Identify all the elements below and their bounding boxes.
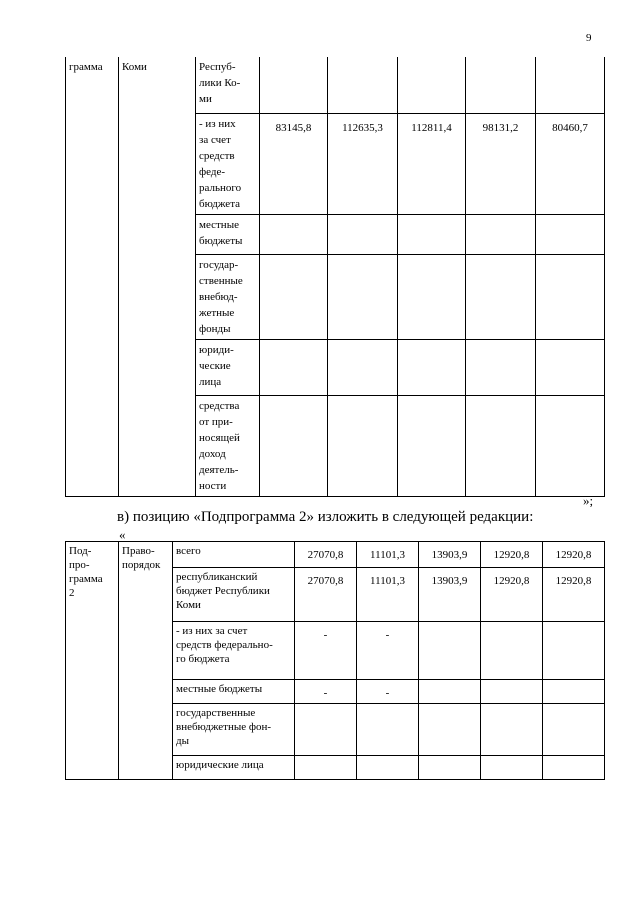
funding-source-label: государственные внебюджетные фон- ды xyxy=(173,704,295,756)
value-cell xyxy=(295,704,357,756)
amendment-instruction: в) позицию «Подпрограмма 2» изложить в следующей редакции: xyxy=(117,509,534,525)
value-cell xyxy=(328,395,398,496)
value-cell xyxy=(357,756,419,780)
value-cell xyxy=(543,704,605,756)
value-cell: 12920,8 xyxy=(543,542,605,568)
value-cell xyxy=(328,339,398,395)
funding-source-label: государ- ственные внебюд- жетные фонды xyxy=(196,254,260,339)
value-cell xyxy=(543,622,605,680)
value-cell xyxy=(260,57,328,113)
value-cell xyxy=(536,395,605,496)
value-cell: 112811,4 xyxy=(398,113,466,214)
value-cell: 13903,9 xyxy=(419,542,481,568)
value-cell xyxy=(295,756,357,780)
value-cell xyxy=(543,680,605,704)
program-name-cell: Под- про- грамма 2 xyxy=(66,542,119,780)
value-cell xyxy=(481,756,543,780)
funding-table-continued xyxy=(65,57,605,497)
value-cell: 98131,2 xyxy=(466,113,536,214)
value-cell xyxy=(398,339,466,395)
value-cell: 83145,8 xyxy=(260,113,328,214)
value-cell xyxy=(419,622,481,680)
value-cell xyxy=(466,57,536,113)
value-cell: 12920,8 xyxy=(481,568,543,622)
value-cell: - xyxy=(357,680,419,704)
value-cell xyxy=(398,57,466,113)
value-cell xyxy=(536,339,605,395)
executor-cell: Коми xyxy=(119,57,196,496)
value-cell: 80460,7 xyxy=(536,113,605,214)
value-cell xyxy=(536,254,605,339)
value-cell: - xyxy=(357,622,419,680)
closing-quote: »; xyxy=(583,493,594,508)
value-cell xyxy=(466,214,536,254)
funding-source-label: юридические лица xyxy=(173,756,295,780)
funding-source-label: местные бюджеты xyxy=(196,214,260,254)
value-cell xyxy=(260,339,328,395)
value-cell xyxy=(481,622,543,680)
value-cell: 27070,8 xyxy=(295,568,357,622)
value-cell xyxy=(357,704,419,756)
value-cell xyxy=(260,254,328,339)
value-cell xyxy=(398,254,466,339)
value-cell xyxy=(536,214,605,254)
value-cell: 13903,9 xyxy=(419,568,481,622)
funding-source-label: республиканский бюджет Республики Коми xyxy=(173,568,295,622)
value-cell xyxy=(466,395,536,496)
value-cell xyxy=(260,395,328,496)
funding-source-label: - из них за счет средств федерально- го бюджета xyxy=(173,622,295,680)
subprogram-2-funding-table xyxy=(65,541,605,780)
value-cell xyxy=(328,254,398,339)
page-number: 9 xyxy=(586,32,592,44)
value-cell xyxy=(328,57,398,113)
executor-cell: Право- порядок xyxy=(119,542,173,780)
value-cell xyxy=(419,704,481,756)
value-cell xyxy=(543,756,605,780)
value-cell: 12920,8 xyxy=(543,568,605,622)
table-row xyxy=(66,57,605,113)
value-cell xyxy=(419,756,481,780)
value-cell: 112635,3 xyxy=(328,113,398,214)
value-cell xyxy=(481,704,543,756)
value-cell xyxy=(481,680,543,704)
value-cell: 12920,8 xyxy=(481,542,543,568)
value-cell xyxy=(398,214,466,254)
value-cell xyxy=(536,57,605,113)
table-row xyxy=(66,542,605,568)
value-cell xyxy=(419,680,481,704)
value-cell: 11101,3 xyxy=(357,542,419,568)
funding-source-label: средства от при- носящей доход деятель- ности xyxy=(196,395,260,496)
value-cell xyxy=(466,339,536,395)
value-cell xyxy=(466,254,536,339)
value-cell: - xyxy=(295,680,357,704)
funding-source-label: юриди- ческие лица xyxy=(196,339,260,395)
value-cell xyxy=(260,214,328,254)
value-cell: - xyxy=(295,622,357,680)
funding-source-label: - из них за счет средств феде- рального бюджета xyxy=(196,113,260,214)
value-cell: 27070,8 xyxy=(295,542,357,568)
funding-source-label: всего xyxy=(173,542,295,568)
opening-quote: « xyxy=(119,527,126,542)
program-name-cell: грамма xyxy=(66,57,119,496)
value-cell xyxy=(398,395,466,496)
value-cell xyxy=(328,214,398,254)
funding-source-label: Респуб- лики Ко- ми xyxy=(196,57,260,113)
value-cell: 11101,3 xyxy=(357,568,419,622)
funding-source-label: местные бюджеты xyxy=(173,680,295,704)
